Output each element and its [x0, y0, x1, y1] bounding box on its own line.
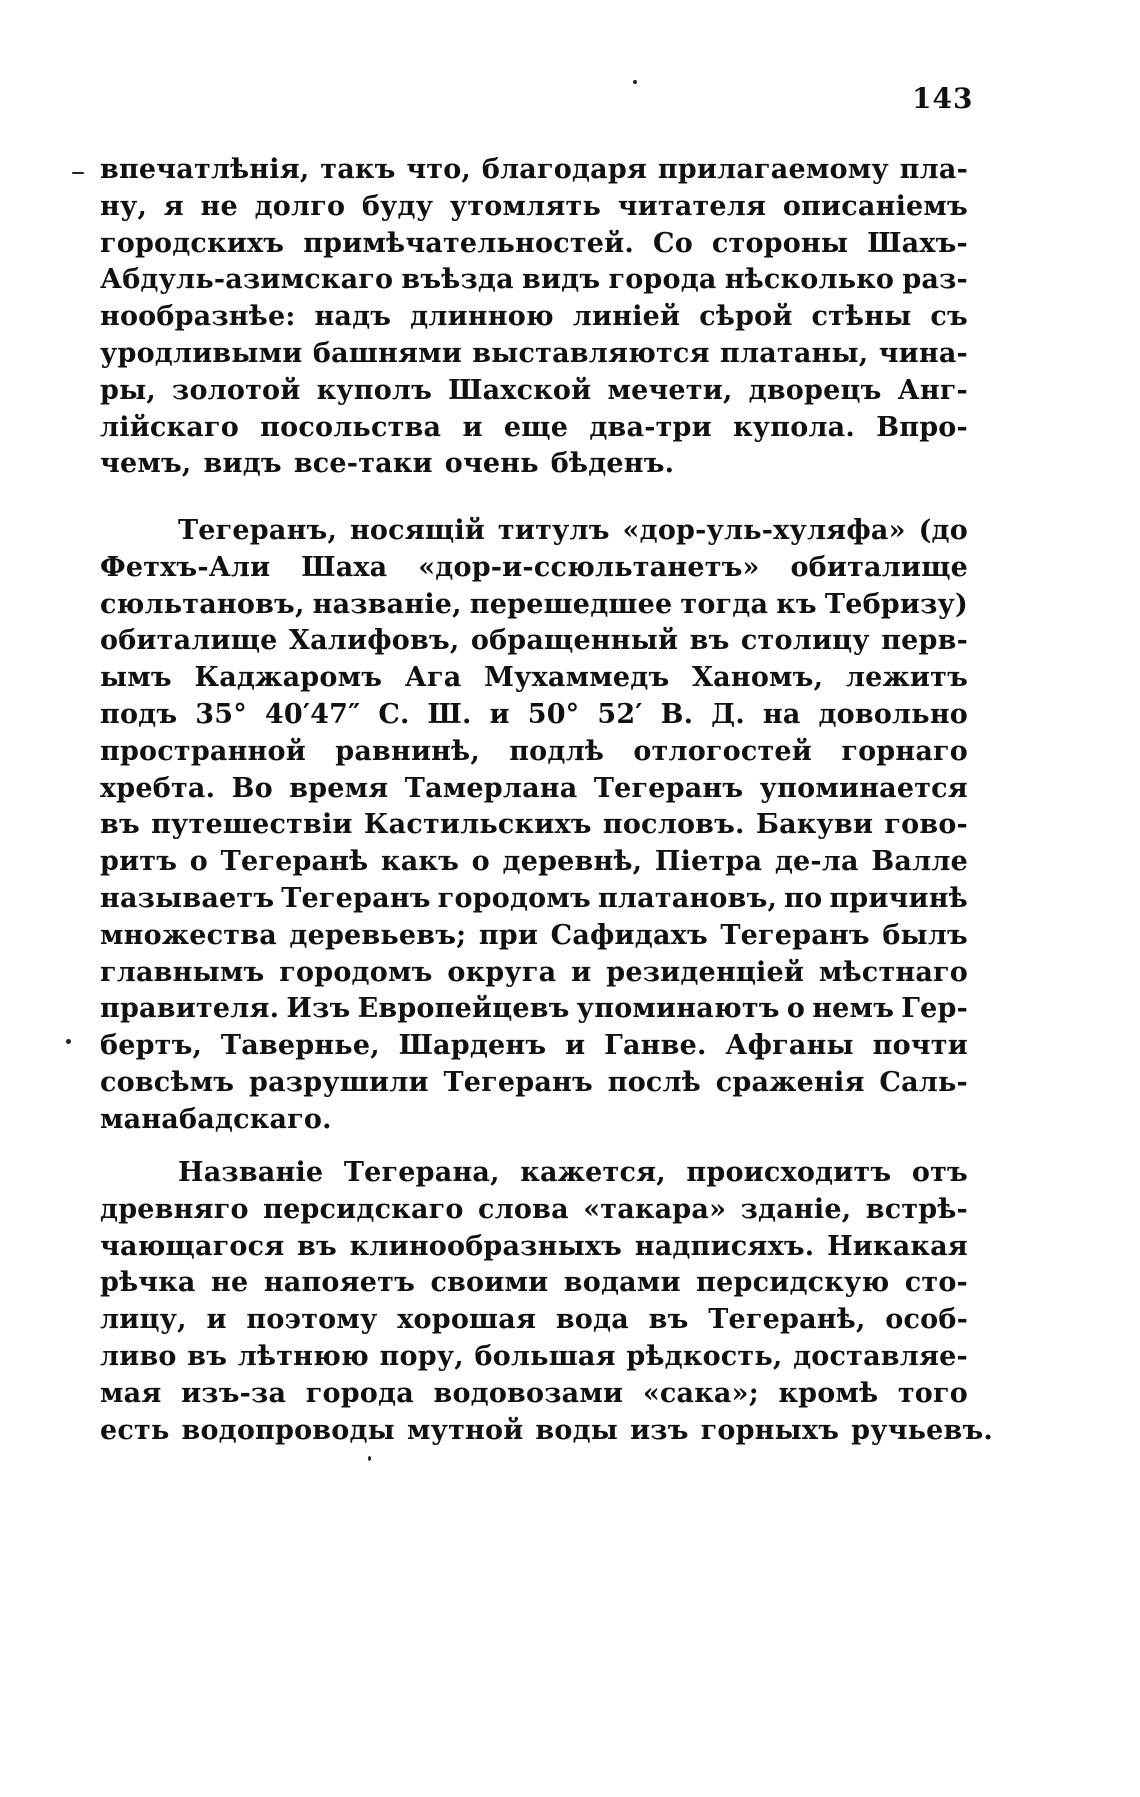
text-line: сюльтановъ, названіе, перешедшее тогда къ Тебризу) — [100, 588, 968, 620]
text-line: ну, я не долго буду утомлять читателя описаніемъ — [100, 190, 968, 222]
paragraph-1 — [100, 152, 968, 483]
text-line: ры, золотой куполъ Шахской мечети, дворецъ Анг- — [100, 374, 968, 406]
page-number: 143 — [912, 82, 974, 115]
print-speck — [633, 80, 637, 84]
text-line: уродливыми башнями выставляются платаны, чина- — [100, 337, 968, 369]
paragraph-3 — [100, 1155, 994, 1449]
text-line: Фетхъ-Али Шаха «дор-и-ссюльтанетъ» обиталище — [100, 551, 968, 583]
text-line: подъ 35° 40′47″ С. Ш. и 50° 52′ В. Д. на довольно — [100, 698, 968, 730]
text-line: обиталище Халифовъ, обращенный въ столицу перв- — [100, 625, 968, 657]
text-line: мая изъ-за города водовозами «сака»; кромѣ того — [100, 1377, 968, 1409]
text-line: нообразнѣе: надъ длинною линіей сѣрой стѣны съ — [100, 301, 968, 333]
text-line: чающагося въ клинообразныхъ надписяхъ. Никакая — [100, 1230, 968, 1262]
text-line: въ путешествіи Кастильскихъ пословъ. Бакуви гово- — [100, 809, 968, 841]
print-speck — [66, 1039, 71, 1044]
text-line: Тегеранъ, носящій титулъ «дор-уль-хуляфа» (до — [178, 515, 968, 546]
text-line: называетъ Тегеранъ городомъ платановъ, по причинѣ — [100, 882, 968, 914]
text-line: рѣчка не напояетъ своими водами персидскую сто- — [100, 1267, 968, 1299]
print-speck — [368, 1456, 371, 1461]
text-line: пространной равнинѣ, подлѣ отлогостей горнаго — [100, 735, 968, 767]
text-line: манабадскаго. — [100, 1103, 332, 1135]
text-line: лійскаго посольства и еще два-три купола. Впро- — [100, 411, 968, 443]
text-line: впечатлѣнія, такъ что, благодаря прилагаемому пла- — [100, 154, 968, 185]
text-line: Абдуль-азимскаго въѣзда видъ города нѣсколько раз- — [100, 264, 968, 296]
text-line: есть водопроводы мутной воды изъ горныхъ ручьевъ. — [100, 1414, 994, 1446]
text-line: лицу, и поэтому хорошая вода въ Тегеранѣ, особ- — [100, 1304, 968, 1336]
paragraph-2 — [100, 513, 968, 1139]
text-line: бертъ, Тавернье, Шарденъ и Ганве. Афганы почти — [100, 1030, 968, 1062]
text-line: ымъ Каджаромъ Ага Мухаммедъ Ханомъ, лежитъ — [100, 662, 968, 694]
text-line: совсѣмъ разрушили Тегеранъ послѣ сраженія Саль- — [100, 1066, 968, 1098]
text-line: ливо въ лѣтнюю пору, большая рѣдкость, доставляе- — [100, 1340, 968, 1372]
text-line: Названіе Тегерана, кажется, происходитъ отъ — [178, 1157, 968, 1188]
text-line: хребта. Во время Тамерлана Тегеранъ упоминается — [100, 772, 968, 804]
text-line: городскихъ примѣчательностей. Со стороны Шахъ- — [100, 227, 968, 259]
print-speck — [72, 172, 84, 174]
text-line: правителя. Изъ Европейцевъ упоминаютъ о немъ Гер- — [100, 993, 968, 1025]
text-line: ритъ о Тегеранѣ какъ о деревнѣ, Піетра де-ла Валле — [100, 846, 968, 878]
text-line: древняго персидскаго слова «такара» зданіе, встрѣ- — [100, 1193, 968, 1225]
text-line: чемъ, видъ все-таки очень бѣденъ. — [100, 448, 675, 480]
text-line: главнымъ городомъ округа и резиденціей мѣстнаго — [100, 956, 968, 988]
text-line: множества деревьевъ; при Сафидахъ Тегеранъ былъ — [100, 919, 968, 951]
